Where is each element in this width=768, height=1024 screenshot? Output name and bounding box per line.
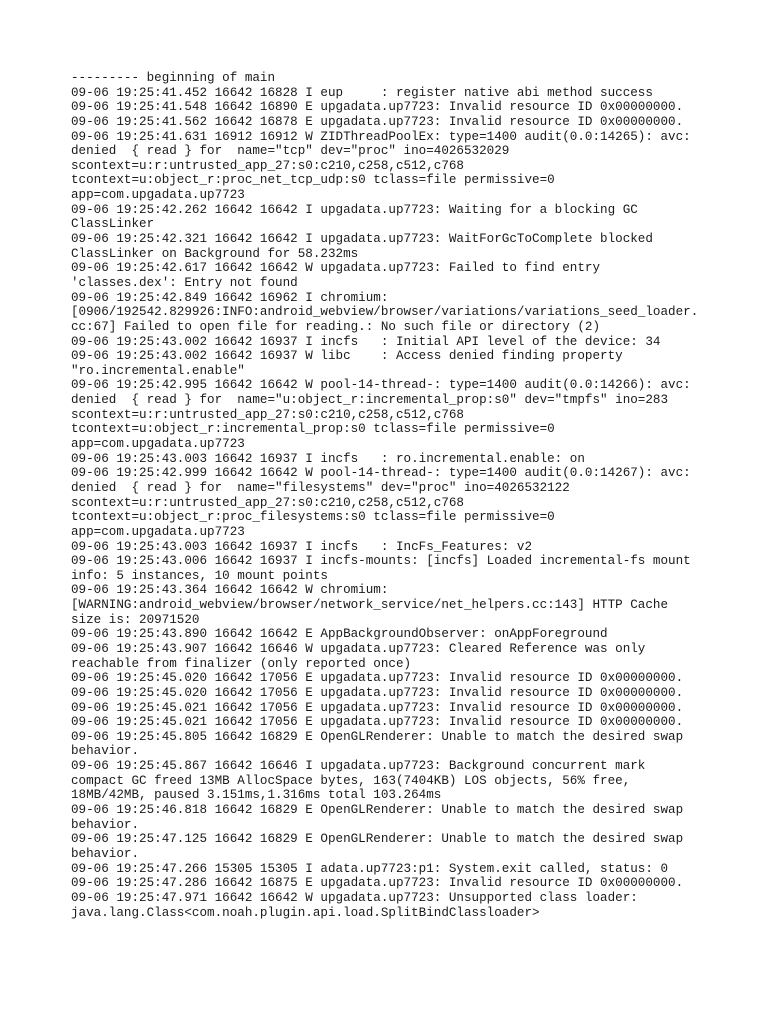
log-line: 09-06 19:25:47.266 15305 15305 I adata.up7723:p1: System.exit called, status: 0 — [71, 861, 669, 876]
log-line: 09-06 19:25:42.262 16642 16642 I upgadata.up7723: Waiting for a blocking GC — [71, 202, 638, 217]
log-line: java.lang.Class<com.noah.plugin.api.load.SplitBindClassloader> — [71, 905, 540, 920]
log-line: 09-06 19:25:46.818 16642 16829 E OpenGLRenderer: Unable to match the desired swap — [71, 803, 684, 818]
log-line: 09-06 19:25:42.999 16642 16642 W pool-14-thread-: type=1400 audit(0.0:14267): avc: — [71, 466, 691, 481]
log-line: scontext=u:r:untrusted_app_27:s0:c210,c258,c512,c768 — [71, 158, 464, 173]
log-line: 09-06 19:25:41.548 16642 16890 E upgadata.up7723: Invalid resource ID 0x00000000. — [71, 100, 684, 115]
log-document — [71, 71, 711, 920]
log-line: 09-06 19:25:47.125 16642 16829 E OpenGLRenderer: Unable to match the desired swap — [71, 832, 684, 847]
log-line: scontext=u:r:untrusted_app_27:s0:c210,c258,c512,c768 — [71, 495, 464, 510]
log-line: app=com.upgadata.up7723 — [71, 188, 245, 203]
log-line: tcontext=u:object_r:incremental_prop:s0 tclass=file permissive=0 — [71, 422, 555, 437]
log-line: 09-06 19:25:41.631 16912 16912 W ZIDThreadPoolEx: type=1400 audit(0.0:14265): avc: — [71, 129, 691, 144]
log-line: 09-06 19:25:42.995 16642 16642 W pool-14-thread-: type=1400 audit(0.0:14266): avc: — [71, 378, 691, 393]
log-line: [0906/192542.829926:INFO:android_webview/browser/variations/variations_seed_loader. — [71, 305, 699, 320]
log-line: 09-06 19:25:43.364 16642 16642 W chromium: — [71, 583, 389, 598]
log-line: denied { read } for name="u:object_r:incremental_prop:s0" dev="tmpfs" ino=283 — [71, 393, 669, 408]
log-line: [WARNING:android_webview/browser/network_service/net_helpers.cc:143] HTTP Cache — [71, 598, 669, 613]
log-line: behavior. — [71, 817, 140, 832]
log-line: 09-06 19:25:43.002 16642 16937 I incfs : Initial API level of the device: 34 — [71, 334, 661, 349]
log-line: 09-06 19:25:43.907 16642 16646 W upgadata.up7723: Cleared Reference was only — [71, 641, 646, 656]
log-line: tcontext=u:object_r:proc_net_tcp_udp:s0 tclass=file permissive=0 — [71, 173, 555, 188]
log-line: 09-06 19:25:43.003 16642 16937 I incfs : IncFs_Features: v2 — [71, 539, 533, 554]
log-line: app=com.upgadata.up7723 — [71, 437, 245, 452]
log-line: 09-06 19:25:47.286 16642 16875 E upgadata.up7723: Invalid resource ID 0x00000000. — [71, 876, 684, 891]
log-line: 09-06 19:25:41.452 16642 16828 I eup : register native abi method success — [71, 85, 653, 100]
log-line: 09-06 19:25:43.002 16642 16937 W libc : Access denied finding property — [71, 349, 623, 364]
log-line: 09-06 19:25:47.971 16642 16642 W upgadata.up7723: Unsupported class loader: — [71, 890, 638, 905]
log-line: "ro.incremental.enable" — [71, 363, 245, 378]
log-line: behavior. — [71, 846, 140, 861]
log-line: 09-06 19:25:45.020 16642 17056 E upgadata.up7723: Invalid resource ID 0x00000000. — [71, 671, 684, 686]
log-line: 09-06 19:25:43.003 16642 16937 I incfs : ro.incremental.enable: on — [71, 451, 585, 466]
log-line: ClassLinker on Background for 58.232ms — [71, 246, 359, 261]
log-line: 09-06 19:25:42.617 16642 16642 W upgadata.up7723: Failed to find entry — [71, 261, 601, 276]
log-line: 09-06 19:25:45.805 16642 16829 E OpenGLRenderer: Unable to match the desired swap — [71, 729, 684, 744]
log-line: 09-06 19:25:41.562 16642 16878 E upgadata.up7723: Invalid resource ID 0x00000000. — [71, 114, 684, 129]
log-line: 09-06 19:25:42.321 16642 16642 I upgadata.up7723: WaitForGcToComplete blocked — [71, 232, 653, 247]
log-line: scontext=u:r:untrusted_app_27:s0:c210,c258,c512,c768 — [71, 407, 464, 422]
log-line: ClassLinker — [71, 217, 155, 232]
log-line: size is: 20971520 — [71, 612, 200, 627]
log-line: reachable from finalizer (only reported once) — [71, 656, 412, 671]
log-line: info: 5 instances, 10 mount points — [71, 568, 328, 583]
log-line: 09-06 19:25:45.867 16642 16646 I upgadata.up7723: Background concurrent mark — [71, 759, 646, 774]
log-line: compact GC freed 13MB AllocSpace bytes, 163(7404KB) LOS objects, 56% free, — [71, 773, 631, 788]
log-line: --------- beginning of main — [71, 71, 276, 85]
log-line: tcontext=u:object_r:proc_filesystems:s0 tclass=file permissive=0 — [71, 510, 555, 525]
log-line: denied { read } for name="tcp" dev="proc" ino=4026532029 — [71, 144, 510, 159]
log-line: 09-06 19:25:45.021 16642 17056 E upgadata.up7723: Invalid resource ID 0x00000000. — [71, 715, 684, 730]
log-line: 09-06 19:25:45.021 16642 17056 E upgadata.up7723: Invalid resource ID 0x00000000. — [71, 700, 684, 715]
log-line: app=com.upgadata.up7723 — [71, 524, 245, 539]
log-line: behavior. — [71, 744, 140, 759]
log-line: 09-06 19:25:43.006 16642 16937 I incfs-mounts: [incfs] Loaded incremental-fs mount — [71, 554, 691, 569]
log-line: 09-06 19:25:45.020 16642 17056 E upgadata.up7723: Invalid resource ID 0x00000000. — [71, 685, 684, 700]
log-line: 09-06 19:25:42.849 16642 16962 I chromium: — [71, 290, 389, 305]
log-line: denied { read } for name="filesystems" dev="proc" ino=4026532122 — [71, 480, 570, 495]
log-line: 18MB/42MB, paused 3.151ms,1.316ms total 103.264ms — [71, 788, 442, 803]
log-line: 'classes.dex': Entry not found — [71, 275, 298, 290]
log-line: cc:67] Failed to open file for reading.: No such file or directory (2) — [71, 319, 601, 334]
log-line: 09-06 19:25:43.890 16642 16642 E AppBackgroundObserver: onAppForeground — [71, 627, 608, 642]
